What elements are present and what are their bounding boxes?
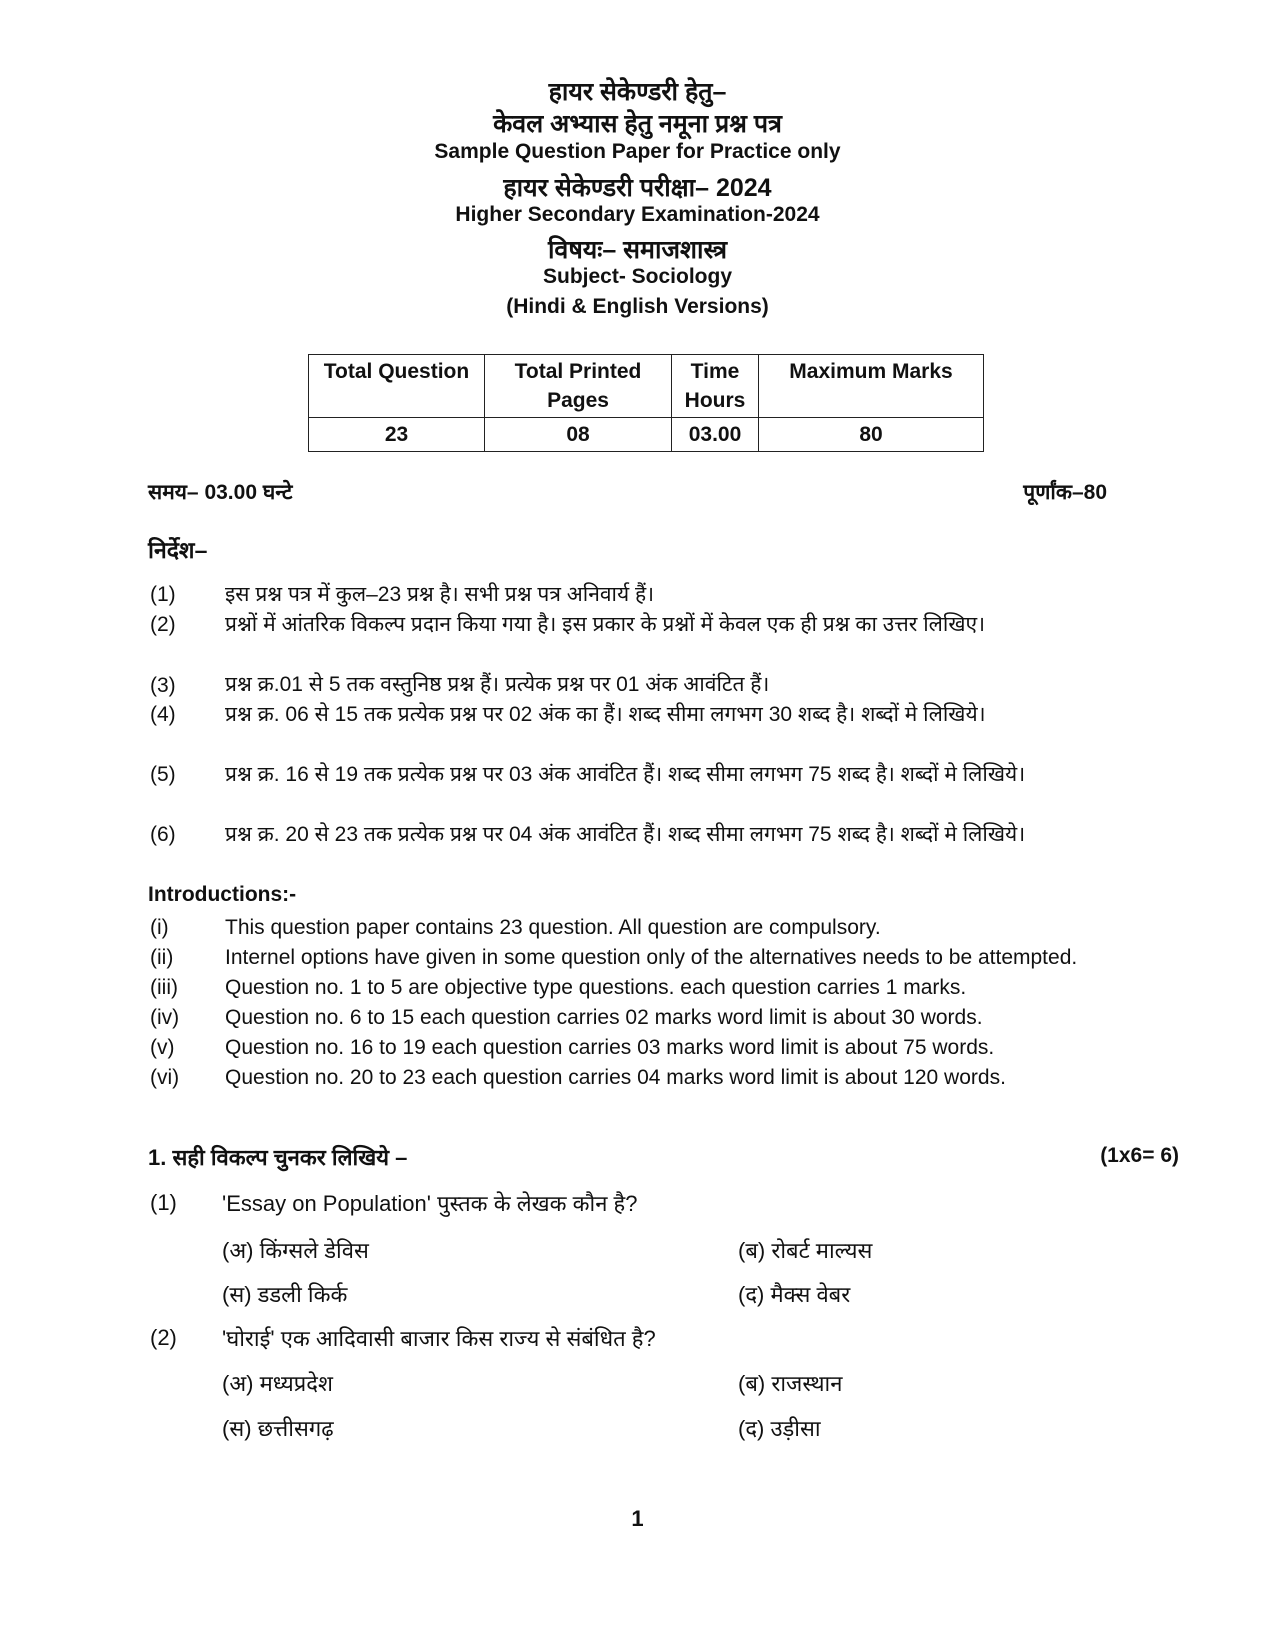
en-item-num: (i) <box>150 916 169 939</box>
subquestion-text: 'घोराई' एक आदिवासी बाजार किस राज्य से संबंधित है? <box>222 1326 656 1351</box>
header-line-8: (Hindi & English Versions) <box>506 295 769 318</box>
subquestion-text: 'Essay on Population' पुस्तक के लेखक कौन है? <box>222 1191 638 1216</box>
header-line-3: Sample Question Paper for Practice only <box>434 140 841 163</box>
exam-time: समय– 03.00 घन्टे <box>148 481 293 504</box>
exam-info-table <box>308 354 984 452</box>
header-line-6: विषयः– समाजशास्त्र <box>547 236 728 264</box>
option-a: (अ) किंग्सले डेविस <box>222 1238 369 1263</box>
hi-item-num: (5) <box>150 763 176 786</box>
en-item-num: (iv) <box>150 1006 180 1029</box>
subquestion-num: (1) <box>150 1190 177 1215</box>
en-item-num: (iii) <box>150 976 178 999</box>
header-time-hours: Time Hours <box>672 355 759 418</box>
header-line-2: केवल अभ्यास हेतु नमूना प्रश्न पत्र <box>493 110 782 138</box>
hi-item-text: प्रश्न क्र. 06 से 15 तक प्रत्येक प्रश्न पर 02 अंक का हैं। शब्द सीमा लगभग 30 शब्द है। शब्दों मे लिखिये। <box>225 703 986 726</box>
table-value-row <box>309 418 984 452</box>
question-1-title: 1. सही विकल्प चुनकर लिखिये – <box>148 1145 408 1170</box>
header-line-7: Subject- Sociology <box>542 265 733 288</box>
en-item-text: Question no. 1 to 5 are objective type questions. each question carries 1 marks. <box>225 976 967 999</box>
option-a: (अ) मध्यप्रदेश <box>222 1371 333 1396</box>
en-item-text: Question no. 16 to 19 each question carries 03 marks word limit is about 75 words. <box>225 1036 995 1059</box>
option-d: (द) मैक्स वेबर <box>738 1282 851 1307</box>
hi-item-num: (1) <box>150 583 176 606</box>
hi-item-text: प्रश्न क्र. 20 से 23 तक प्रत्येक प्रश्न पर 04 अंक आवंटित हैं। शब्द सीमा लगभग 75 शब्द है। शब्दों मे लिखिये। <box>225 823 1026 846</box>
header-line-5: Higher Secondary Examination-2024 <box>455 203 820 226</box>
table-header-row <box>309 355 984 418</box>
hi-item-num: (4) <box>150 703 176 726</box>
value-time-hours: 03.00 <box>672 418 759 452</box>
option-d: (द) उड़ीसा <box>738 1416 821 1441</box>
instructions-hindi-heading: निर्देश– <box>148 537 208 563</box>
hi-item-text: प्रश्न क्र.01 से 5 तक वस्तुनिष्ठ प्रश्न हैं। प्रत्येक प्रश्न पर 01 अंक आवंटित हैं। <box>225 673 770 696</box>
value-maximum-marks: 80 <box>759 418 984 452</box>
value-total-question: 23 <box>309 418 485 452</box>
option-c: (स) छत्तीसगढ़ <box>222 1416 334 1441</box>
option-b: (ब) राजस्थान <box>738 1371 843 1396</box>
en-item-text: Internel options have given in some question only of the alternatives needs to be attempted. <box>225 946 1078 969</box>
header-line-4: हायर सेकेण्डरी परीक्षा– 2024 <box>503 174 772 202</box>
exam-full-marks: पूर्णांक–80 <box>1023 481 1107 504</box>
hi-item-text: इस प्रश्न पत्र में कुल–23 प्रश्न है। सभी प्रश्न पत्र अनिवार्य हैं। <box>225 583 655 606</box>
option-b: (ब) रोबर्ट माल्यस <box>738 1238 873 1263</box>
hi-item-num: (6) <box>150 823 176 846</box>
en-item-num: (v) <box>150 1036 175 1059</box>
header-maximum-marks: Maximum Marks <box>759 355 984 418</box>
en-item-text: This question paper contains 23 question. All question are compulsory. <box>225 916 881 939</box>
en-item-num: (vi) <box>150 1066 180 1089</box>
question-1-marks: (1x6= 6) <box>1100 1144 1179 1167</box>
hi-item-text: प्रश्नों में आंतरिक विकल्प प्रदान किया गया है। इस प्रकार के प्रश्नों में केवल एक ही प्रश्न का उत्तर लिखिए। <box>225 613 986 636</box>
hi-item-num: (3) <box>150 674 176 697</box>
en-item-num: (ii) <box>150 946 174 969</box>
hi-item-num: (2) <box>150 613 176 636</box>
en-item-text: Question no. 20 to 23 each question carries 04 marks word limit is about 120 words. <box>225 1066 1006 1089</box>
header-line-1: हायर सेकेण्डरी हेतु– <box>548 78 727 106</box>
hi-item-text: प्रश्न क्र. 16 से 19 तक प्रत्येक प्रश्न पर 03 अंक आवंटित हैं। शब्द सीमा लगभग 75 शब्द है। शब्दों मे लिखिये। <box>225 763 1026 786</box>
subquestion-num: (2) <box>150 1325 177 1350</box>
header-total-pages: Total Printed Pages <box>485 355 672 418</box>
header-total-question: Total Question <box>309 355 485 418</box>
option-c: (स) डडली किर्क <box>222 1282 348 1307</box>
en-item-text: Question no. 6 to 15 each question carries 02 marks word limit is about 30 words. <box>225 1006 983 1029</box>
value-total-pages: 08 <box>485 418 672 452</box>
page-number: 1 <box>631 1506 644 1531</box>
instructions-english-heading: Introductions:- <box>148 883 297 906</box>
